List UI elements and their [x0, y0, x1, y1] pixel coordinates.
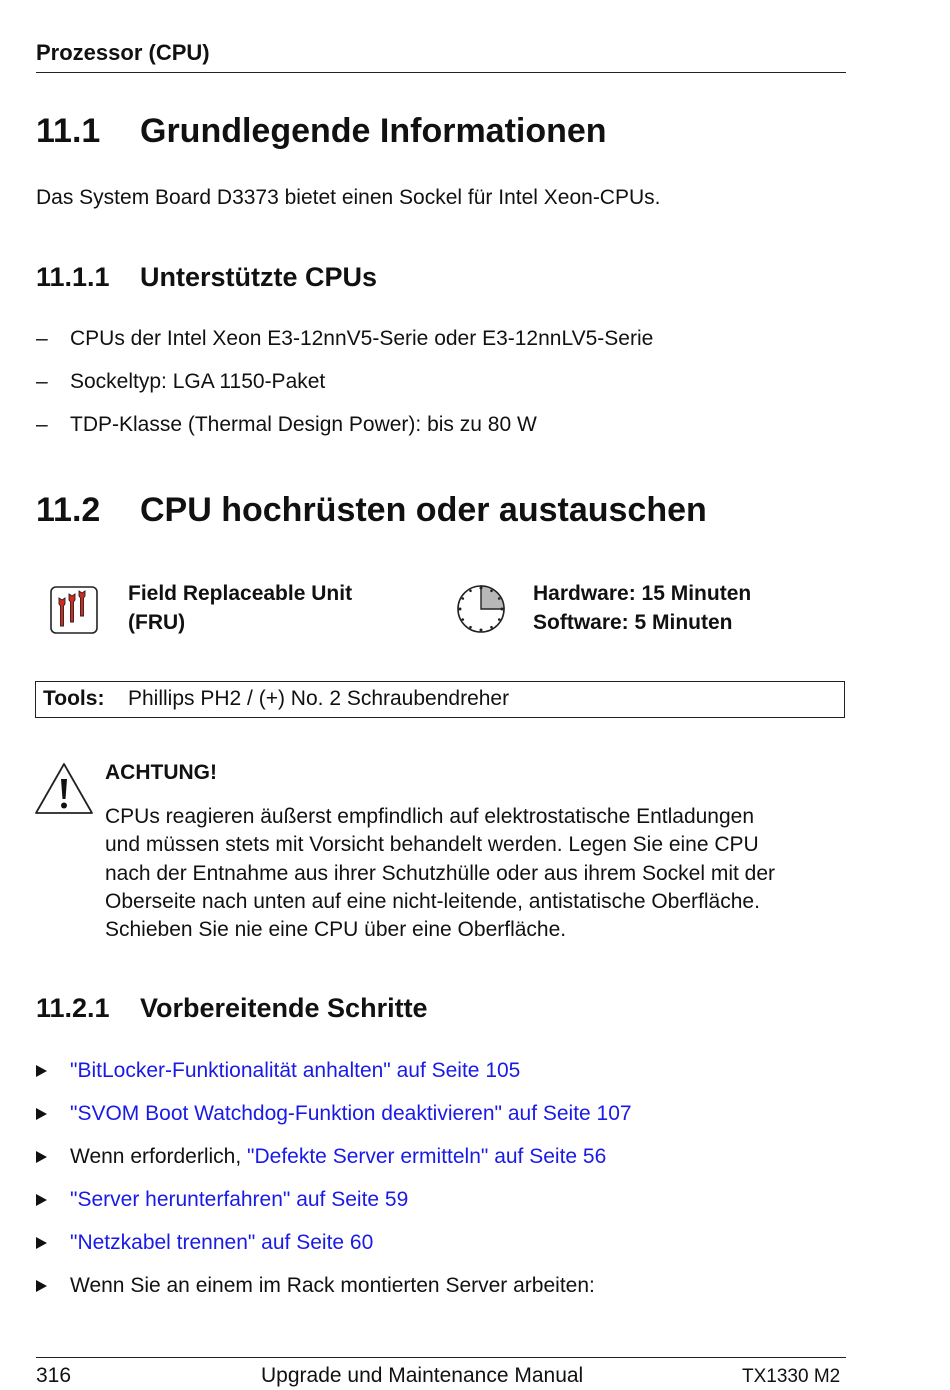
- intro-paragraph: Das System Board D3373 bietet einen Sockel für Intel Xeon-CPUs.: [36, 186, 661, 209]
- warning-line: nach der Entnahme aus ihrer Schutzhülle oder aus ihrem Sockel mit der: [105, 861, 776, 885]
- footer-divider: [36, 1357, 846, 1358]
- warning-line: Schieben Sie nie eine CPU über eine Oberfläche.: [105, 918, 567, 942]
- page-number: 316: [36, 1364, 72, 1387]
- software-time: Software: 5 Minuten: [533, 611, 733, 634]
- step-link-svom[interactable]: "SVOM Boot Watchdog-Funktion deaktivieren" auf Seite 107: [70, 1102, 632, 1125]
- warning-line: Oberseite nach unten auf eine nicht-leitende, antistatische Oberfläche.: [105, 889, 760, 913]
- tools-label: Tools:: [43, 687, 105, 710]
- dash-bullet: –: [36, 370, 48, 393]
- list-item: [36, 327, 836, 353]
- section-11-1-1-heading: [36, 262, 377, 293]
- warning-triangle-icon: [34, 762, 94, 816]
- step-link-netzkabel[interactable]: "Netzkabel trennen" auf Seite 60: [70, 1231, 374, 1254]
- clock-icon: [455, 583, 507, 635]
- step-item: [36, 1188, 836, 1214]
- section-title: Grundlegende Informationen: [140, 112, 607, 150]
- manual-title: Upgrade und Maintenance Manual: [261, 1364, 584, 1387]
- warning-line: CPUs reagieren äußerst empfindlich auf elektrostatische Entladungen: [105, 805, 755, 828]
- section-title: Unterstützte CPUs: [140, 262, 378, 292]
- step-arrow-icon: [36, 1065, 47, 1077]
- section-number: 11.2.1: [36, 993, 110, 1023]
- step-arrow-icon: [36, 1280, 47, 1292]
- fru-label-line: (FRU): [128, 611, 186, 634]
- step-item: [36, 1059, 836, 1085]
- section-number: 11.2: [36, 491, 101, 529]
- list-item-text: CPUs der Intel Xeon E3-12nnV5-Serie oder E3-12nnLV5-Serie: [70, 327, 654, 350]
- section-number: 11.1: [36, 112, 101, 150]
- step-text: Wenn Sie an einem im Rack montierten Server arbeiten:: [70, 1274, 595, 1297]
- step-item: [36, 1231, 836, 1257]
- step-prefix: Wenn erforderlich,: [70, 1145, 248, 1168]
- warning-title: ACHTUNG!: [105, 761, 217, 784]
- fru-label-line: Field Replaceable Unit: [128, 582, 353, 605]
- step-link-herunterfahren[interactable]: "Server herunterfahren" auf Seite 59: [70, 1188, 409, 1211]
- time-estimate: [533, 579, 751, 637]
- section-number: 11.1.1: [36, 262, 110, 292]
- model-name: TX1330 M2: [742, 1366, 841, 1387]
- section-title: CPU hochrüsten oder austauschen: [140, 491, 707, 529]
- dash-bullet: –: [36, 327, 48, 350]
- header-divider: [36, 72, 846, 73]
- section-11-1-heading: [36, 112, 607, 151]
- warning-text: [105, 803, 850, 944]
- step-link-defekte-server[interactable]: "Defekte Server ermitteln" auf Seite 56: [247, 1145, 607, 1168]
- dash-bullet: –: [36, 413, 48, 436]
- step-link-bitlocker[interactable]: "BitLocker-Funktionalität anhalten" auf Seite 105: [70, 1059, 521, 1082]
- step-arrow-icon: [36, 1151, 47, 1163]
- tools-box: [35, 681, 845, 718]
- step-item: [36, 1145, 836, 1171]
- step-item: [36, 1102, 836, 1128]
- section-11-2-1-heading: [36, 993, 428, 1024]
- list-item: [36, 370, 836, 396]
- fru-wrench-icon: [50, 586, 98, 634]
- step-arrow-icon: [36, 1108, 47, 1120]
- chapter-header: Prozessor (CPU): [36, 40, 210, 65]
- section-title: Vorbereitende Schritte: [140, 993, 428, 1023]
- fru-label: [128, 579, 352, 637]
- step-arrow-icon: [36, 1194, 47, 1206]
- list-item-text: TDP-Klasse (Thermal Design Power): bis zu 80 W: [70, 413, 537, 436]
- step-arrow-icon: [36, 1237, 47, 1249]
- step-item: [36, 1274, 836, 1300]
- list-item-text: Sockeltyp: LGA 1150-Paket: [70, 370, 326, 393]
- tools-value: Phillips PH2 / (+) No. 2 Schraubendreher: [128, 687, 510, 710]
- section-11-2-heading: [36, 491, 707, 530]
- warning-line: und müssen stets mit Vorsicht behandelt werden. Legen Sie eine CPU: [105, 833, 759, 857]
- list-item: [36, 413, 836, 439]
- hardware-time: Hardware: 15 Minuten: [533, 582, 752, 605]
